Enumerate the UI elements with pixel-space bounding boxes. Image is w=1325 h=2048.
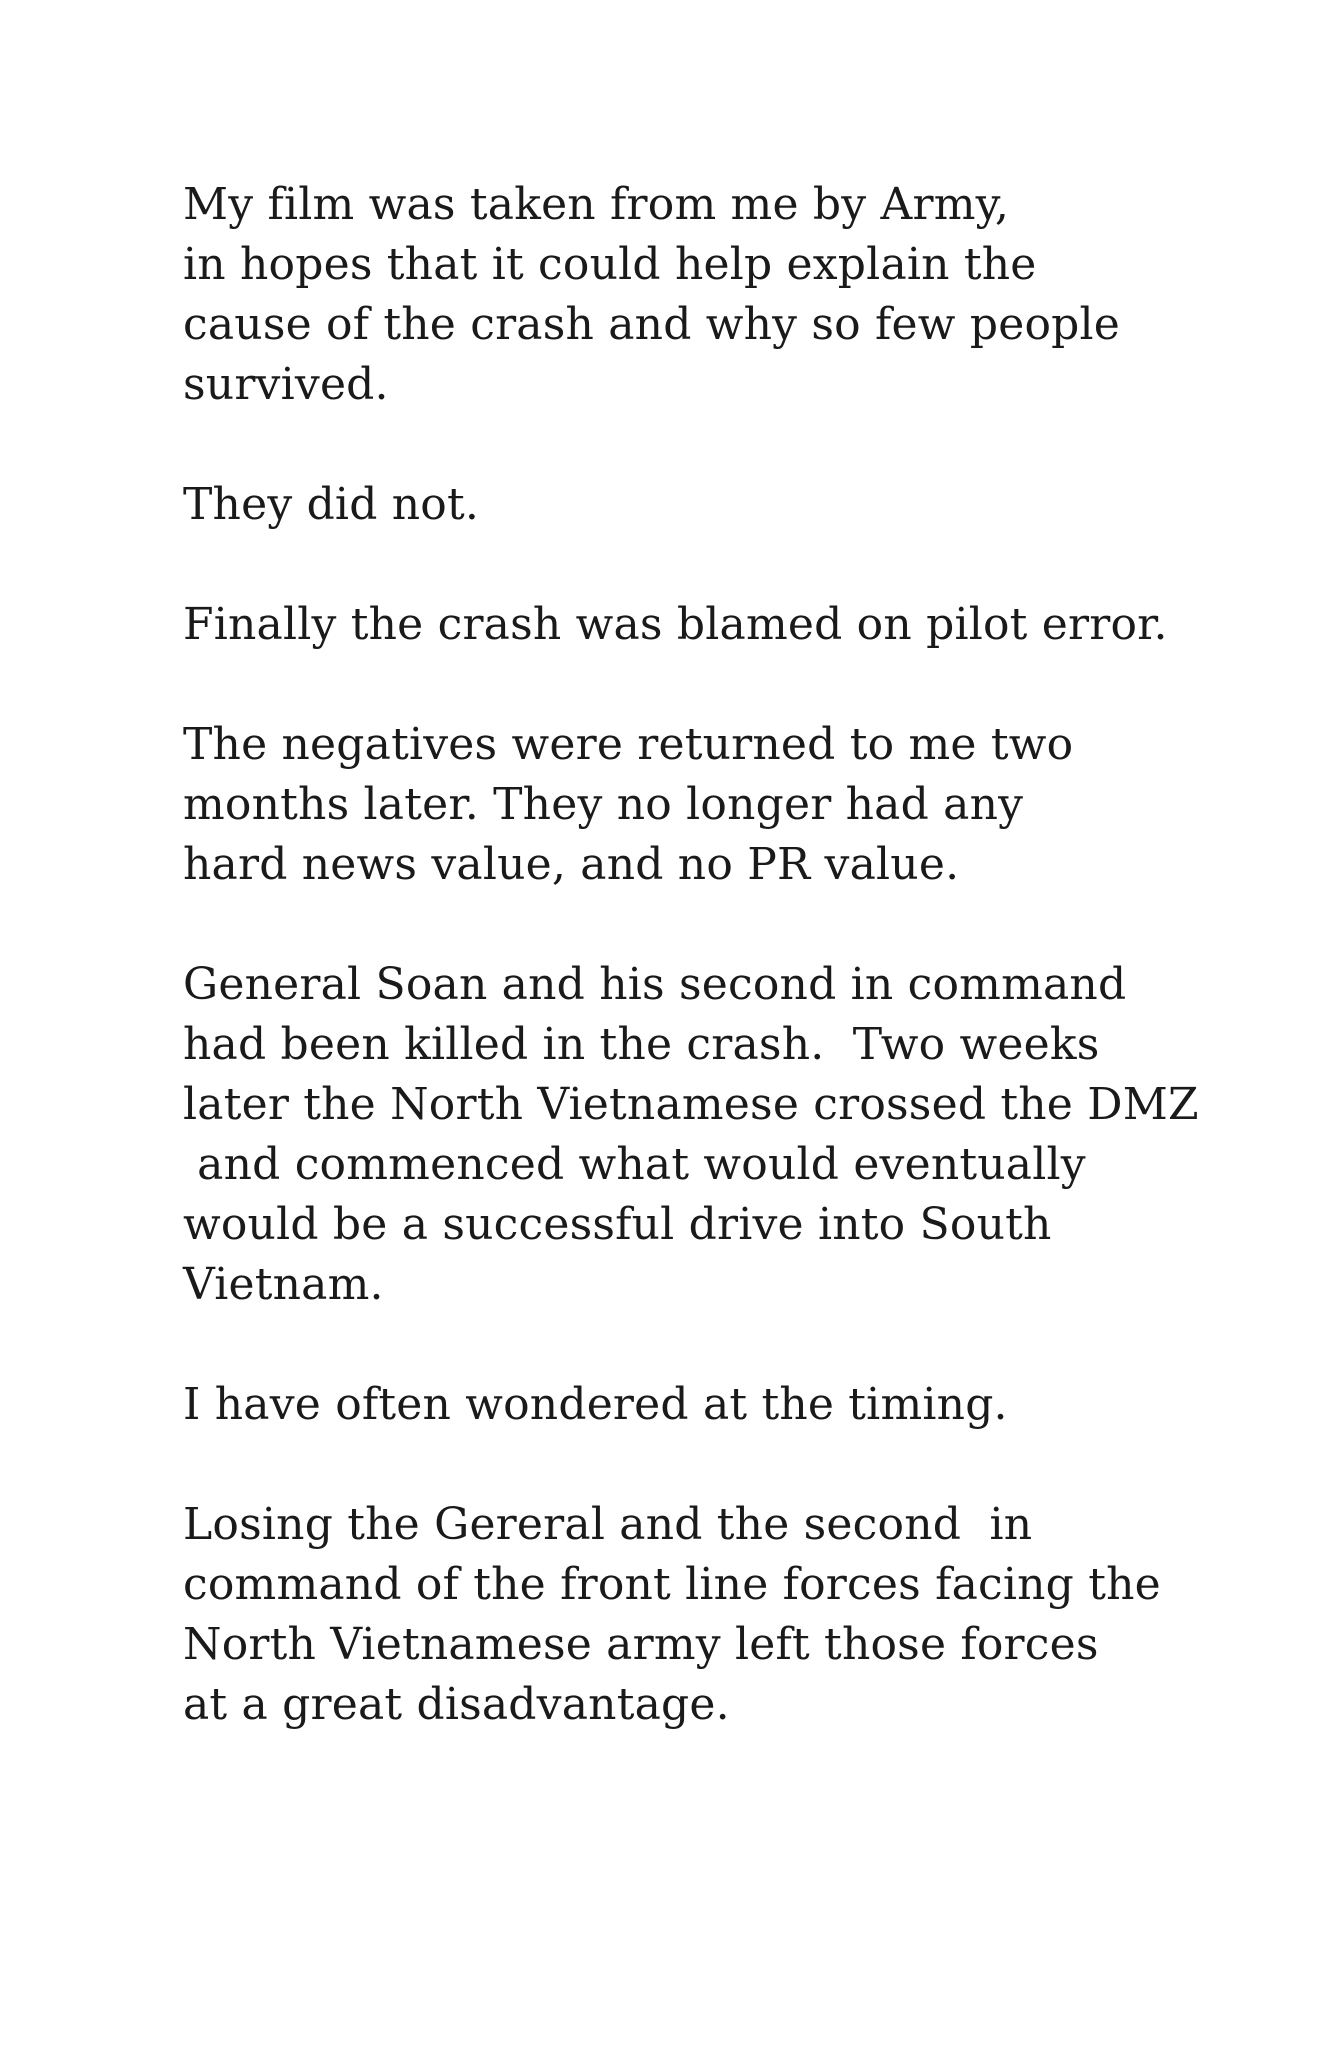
paragraph-general-killed xyxy=(183,955,1233,1315)
text-line: The negatives were returned to me two xyxy=(183,719,1074,770)
text-line: later the North Vietnamese crossed the DMZ xyxy=(183,1079,1199,1130)
text-line: in hopes that it could help explain the xyxy=(183,239,1037,290)
text-line: General Soan and his second in command xyxy=(183,959,1127,1010)
text-line: Losing the Gereral and the second in xyxy=(183,1499,1033,1550)
text-line: My film was taken from me by Army, xyxy=(183,179,1010,230)
paragraph-film-taken xyxy=(183,175,1233,415)
paragraph-pilot-error xyxy=(183,595,1233,655)
text-line: hard news value, and no PR value. xyxy=(183,839,960,890)
text-line: Finally the crash was blamed on pilot error. xyxy=(183,599,1168,650)
paragraph-disadvantage xyxy=(183,1495,1233,1735)
paragraph-they-did-not xyxy=(183,475,1233,535)
paragraph-timing xyxy=(183,1375,1233,1435)
text-line: would be a successful drive into South xyxy=(183,1199,1052,1250)
text-line: months later. They no longer had any xyxy=(183,779,1024,830)
text-line: survived. xyxy=(183,359,389,410)
paragraph-negatives-returned xyxy=(183,715,1233,895)
text-line: They did not. xyxy=(183,479,480,530)
text-line: had been killed in the crash. Two weeks xyxy=(183,1019,1100,1070)
text-line: cause of the crash and why so few people xyxy=(183,299,1121,350)
text-line: North Vietnamese army left those forces xyxy=(183,1619,1099,1670)
text-line: and commenced what would eventually xyxy=(183,1139,1086,1190)
body-text xyxy=(183,175,1233,1735)
text-line: I have often wondered at the timing. xyxy=(183,1379,1008,1430)
text-line: Vietnam. xyxy=(183,1259,384,1310)
text-line: at a great disadvantage. xyxy=(183,1679,730,1730)
text-line: command of the front line forces facing the xyxy=(183,1559,1161,1610)
